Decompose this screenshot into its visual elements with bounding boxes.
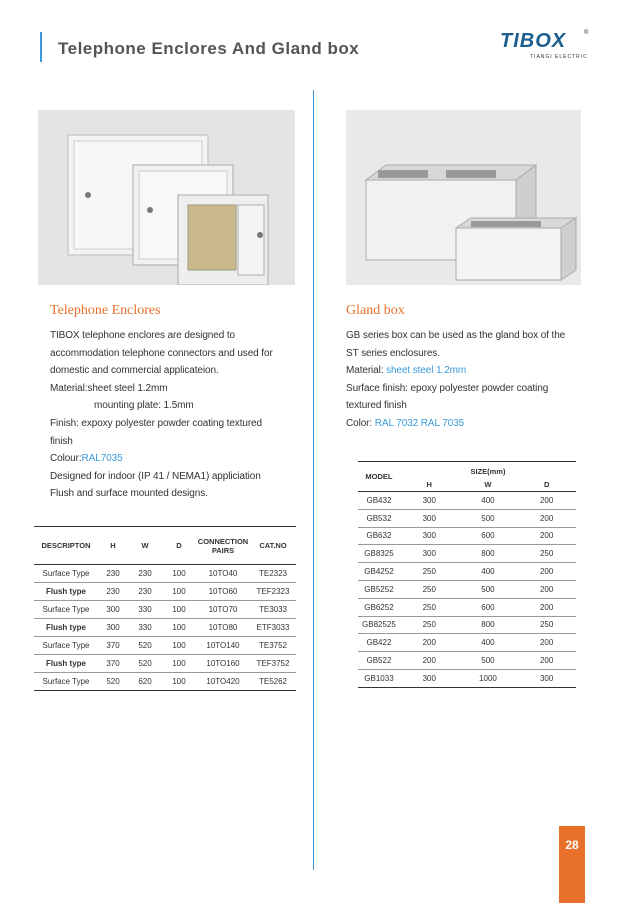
cell: 300 xyxy=(539,673,554,683)
table-row xyxy=(358,669,576,687)
table-row xyxy=(358,492,576,510)
cell: TE3752 xyxy=(258,641,288,650)
cell: 300 xyxy=(106,605,120,614)
gland-material-line xyxy=(346,362,596,380)
cell: 370 xyxy=(106,659,120,668)
cell: 250 xyxy=(422,567,436,577)
color-value: RAL 7032 RAL 7035 xyxy=(374,417,465,429)
cell: 10TO60 xyxy=(208,587,238,596)
cell: 250 xyxy=(539,549,554,559)
cell: TEF2323 xyxy=(256,587,290,596)
cell: 800 xyxy=(481,620,495,630)
cell: 230 xyxy=(138,569,152,578)
cell: 100 xyxy=(172,623,186,632)
table-row xyxy=(358,545,576,563)
material-value: sheet steel 1.2mm xyxy=(386,365,467,377)
cell: TE2323 xyxy=(258,569,288,578)
telephone-enclosures-description xyxy=(50,327,300,503)
gland-finish-line-1: Surface finish: epoxy polyester powder coating xyxy=(346,382,549,394)
cell: Surface Type xyxy=(42,641,90,650)
cell: ETF3033 xyxy=(256,623,290,632)
logo xyxy=(500,30,590,64)
cell: 200 xyxy=(539,584,554,594)
table-row xyxy=(34,619,296,637)
cell: 330 xyxy=(138,605,152,614)
cell: 300 xyxy=(422,673,436,683)
cell: 600 xyxy=(481,531,495,541)
cell: 250 xyxy=(539,620,554,630)
colour-label: Colour: xyxy=(50,453,82,465)
material-label: Material: xyxy=(346,365,387,377)
cell: 400 xyxy=(481,567,495,577)
gland-finish-line-2: textured finish xyxy=(346,400,407,412)
cell: 200 xyxy=(539,513,554,523)
col-size-group: SIZE(mm) xyxy=(470,466,506,476)
col-connection-pairs: CONNECTION PAIRS xyxy=(197,536,249,555)
page-title: Telephone Enclores And Gland box xyxy=(58,39,360,58)
col-d: D xyxy=(176,541,182,550)
cell: 200 xyxy=(539,638,554,648)
cell: Surface Type xyxy=(42,677,90,686)
cell: 100 xyxy=(172,659,186,668)
mounting-plate-line: mounting plate: 1.5mm xyxy=(94,400,194,412)
cell: 200 xyxy=(539,495,554,505)
page-number: 28 xyxy=(565,838,579,852)
cell: 250 xyxy=(422,584,436,594)
logo-subtitle: TIANGI ELECTRIC xyxy=(530,54,588,60)
table-row xyxy=(358,598,576,616)
cell: TE3033 xyxy=(258,605,288,614)
cell: 620 xyxy=(138,677,152,686)
cell: 200 xyxy=(539,567,554,577)
col-w: W xyxy=(141,541,149,550)
gland-box-title: Gland box xyxy=(346,303,405,318)
cell: 500 xyxy=(481,584,495,594)
cell: 100 xyxy=(172,677,186,686)
table-row xyxy=(34,637,296,655)
cell: GB4252 xyxy=(364,567,394,577)
gland-box-photo xyxy=(346,110,581,285)
col-h: H xyxy=(110,541,116,550)
table-row xyxy=(358,652,576,670)
telephone-enclosures-title: Telephone Enclores xyxy=(50,303,161,318)
gland-desc-line-1: GB series box can be used as the gland box of the xyxy=(346,330,566,341)
cell: 500 xyxy=(481,656,495,666)
finish-line-2: finish xyxy=(50,435,73,447)
cell: 600 xyxy=(481,602,495,612)
color-label: Color: xyxy=(346,417,375,429)
cell: 300 xyxy=(422,549,436,559)
cell: 500 xyxy=(481,513,495,523)
cell: GB8325 xyxy=(364,549,394,559)
cell: 230 xyxy=(106,569,120,578)
cell: GB6252 xyxy=(364,602,394,612)
cell: 200 xyxy=(539,531,554,541)
gland-desc-line-2: ST series enclosures. xyxy=(346,347,440,359)
colour-value: RAL7035 xyxy=(81,453,123,465)
cell: GB5252 xyxy=(364,584,394,594)
cell: 10TO140 xyxy=(206,641,240,650)
cell: GB422 xyxy=(366,638,392,648)
cell: Surface Type xyxy=(42,569,90,578)
table-row xyxy=(358,563,576,581)
cell: 10TO70 xyxy=(208,605,238,614)
cell: 250 xyxy=(422,602,436,612)
cell: Flush type xyxy=(45,623,86,632)
cell: 520 xyxy=(106,677,120,686)
cell: GB532 xyxy=(366,513,392,523)
cell: 200 xyxy=(422,638,436,648)
gland-box-description xyxy=(346,327,596,433)
table-row xyxy=(34,583,296,601)
telephone-enclosures-photo xyxy=(38,110,295,285)
cell: GB82525 xyxy=(362,620,396,630)
header-rule xyxy=(40,32,42,62)
cell: 200 xyxy=(539,602,554,612)
cell: Flush type xyxy=(45,659,86,668)
cell: 100 xyxy=(172,641,186,650)
cell: 400 xyxy=(481,495,495,505)
cell: GB522 xyxy=(366,656,392,666)
material-line: Material:sheet steel 1.2mm xyxy=(50,382,168,394)
finish-line: Finish: expoxy polyester powder coating textured xyxy=(50,417,262,429)
table-header-row xyxy=(358,462,576,478)
cell: Flush type xyxy=(45,587,86,596)
cell: 10TO80 xyxy=(208,623,238,632)
table-header-row xyxy=(34,527,296,565)
cell: 100 xyxy=(172,569,186,578)
cell: 10TO420 xyxy=(206,677,240,686)
cell: 100 xyxy=(172,605,186,614)
telephone-enclosures-table xyxy=(34,526,296,691)
cell: 300 xyxy=(422,495,436,505)
cell: 370 xyxy=(106,641,120,650)
cell: 520 xyxy=(138,641,152,650)
cell: 300 xyxy=(422,513,436,523)
cell: 800 xyxy=(481,549,495,559)
col-w: W xyxy=(484,479,492,489)
col-d: D xyxy=(543,479,550,489)
desc-line-3: domestic and commercial applicateion. xyxy=(50,365,219,377)
cell: 230 xyxy=(138,587,152,596)
col-description: DESCRIPTON xyxy=(41,541,91,550)
cell: 300 xyxy=(106,623,120,632)
table-row xyxy=(34,565,296,583)
cell: TE5262 xyxy=(258,677,288,686)
cell: 230 xyxy=(106,587,120,596)
cell: 100 xyxy=(172,587,186,596)
cell: GB1033 xyxy=(364,673,394,683)
table-row xyxy=(358,634,576,652)
cell: 520 xyxy=(138,659,152,668)
col-cat-no: CAT.NO xyxy=(259,541,287,550)
table-row xyxy=(358,509,576,527)
desc-line-2: accommodation telephone connectors and used for xyxy=(50,347,273,359)
colour-line xyxy=(50,450,300,468)
cell: 10TO40 xyxy=(208,569,238,578)
table-row xyxy=(34,655,296,673)
cell: 250 xyxy=(422,620,436,630)
page-number-box xyxy=(559,826,585,903)
cell: 330 xyxy=(138,623,152,632)
logo-text: TIBOX xyxy=(500,30,567,52)
cell: 10TO160 xyxy=(206,659,240,668)
column-divider xyxy=(313,90,314,870)
gland-box-table xyxy=(358,461,576,688)
cell: GB432 xyxy=(366,495,392,505)
cell: TEF3752 xyxy=(256,659,290,668)
cell: Surface Type xyxy=(42,605,90,614)
desc-line-1: TIBOX telephone enclores are designed to xyxy=(50,330,236,341)
cell: GB632 xyxy=(366,531,392,541)
table-row xyxy=(34,673,296,691)
cell: 400 xyxy=(481,638,495,648)
logo-registered-mark: ® xyxy=(584,30,589,36)
table-row xyxy=(358,580,576,598)
col-model: MODEL xyxy=(365,472,393,481)
mounting-designs-line: Flush and surface mounted designs. xyxy=(50,488,208,500)
cell: 300 xyxy=(422,531,436,541)
gland-color-line xyxy=(346,415,596,433)
indoor-line: Designed for indoor (IP 41 / NEMA1) appliciation xyxy=(50,470,261,482)
table-row xyxy=(358,616,576,634)
cell: 200 xyxy=(539,656,554,666)
table-row xyxy=(34,601,296,619)
cell: 1000 xyxy=(479,673,497,683)
cell: 200 xyxy=(422,656,436,666)
table-row xyxy=(358,527,576,545)
col-h: H xyxy=(426,479,432,489)
